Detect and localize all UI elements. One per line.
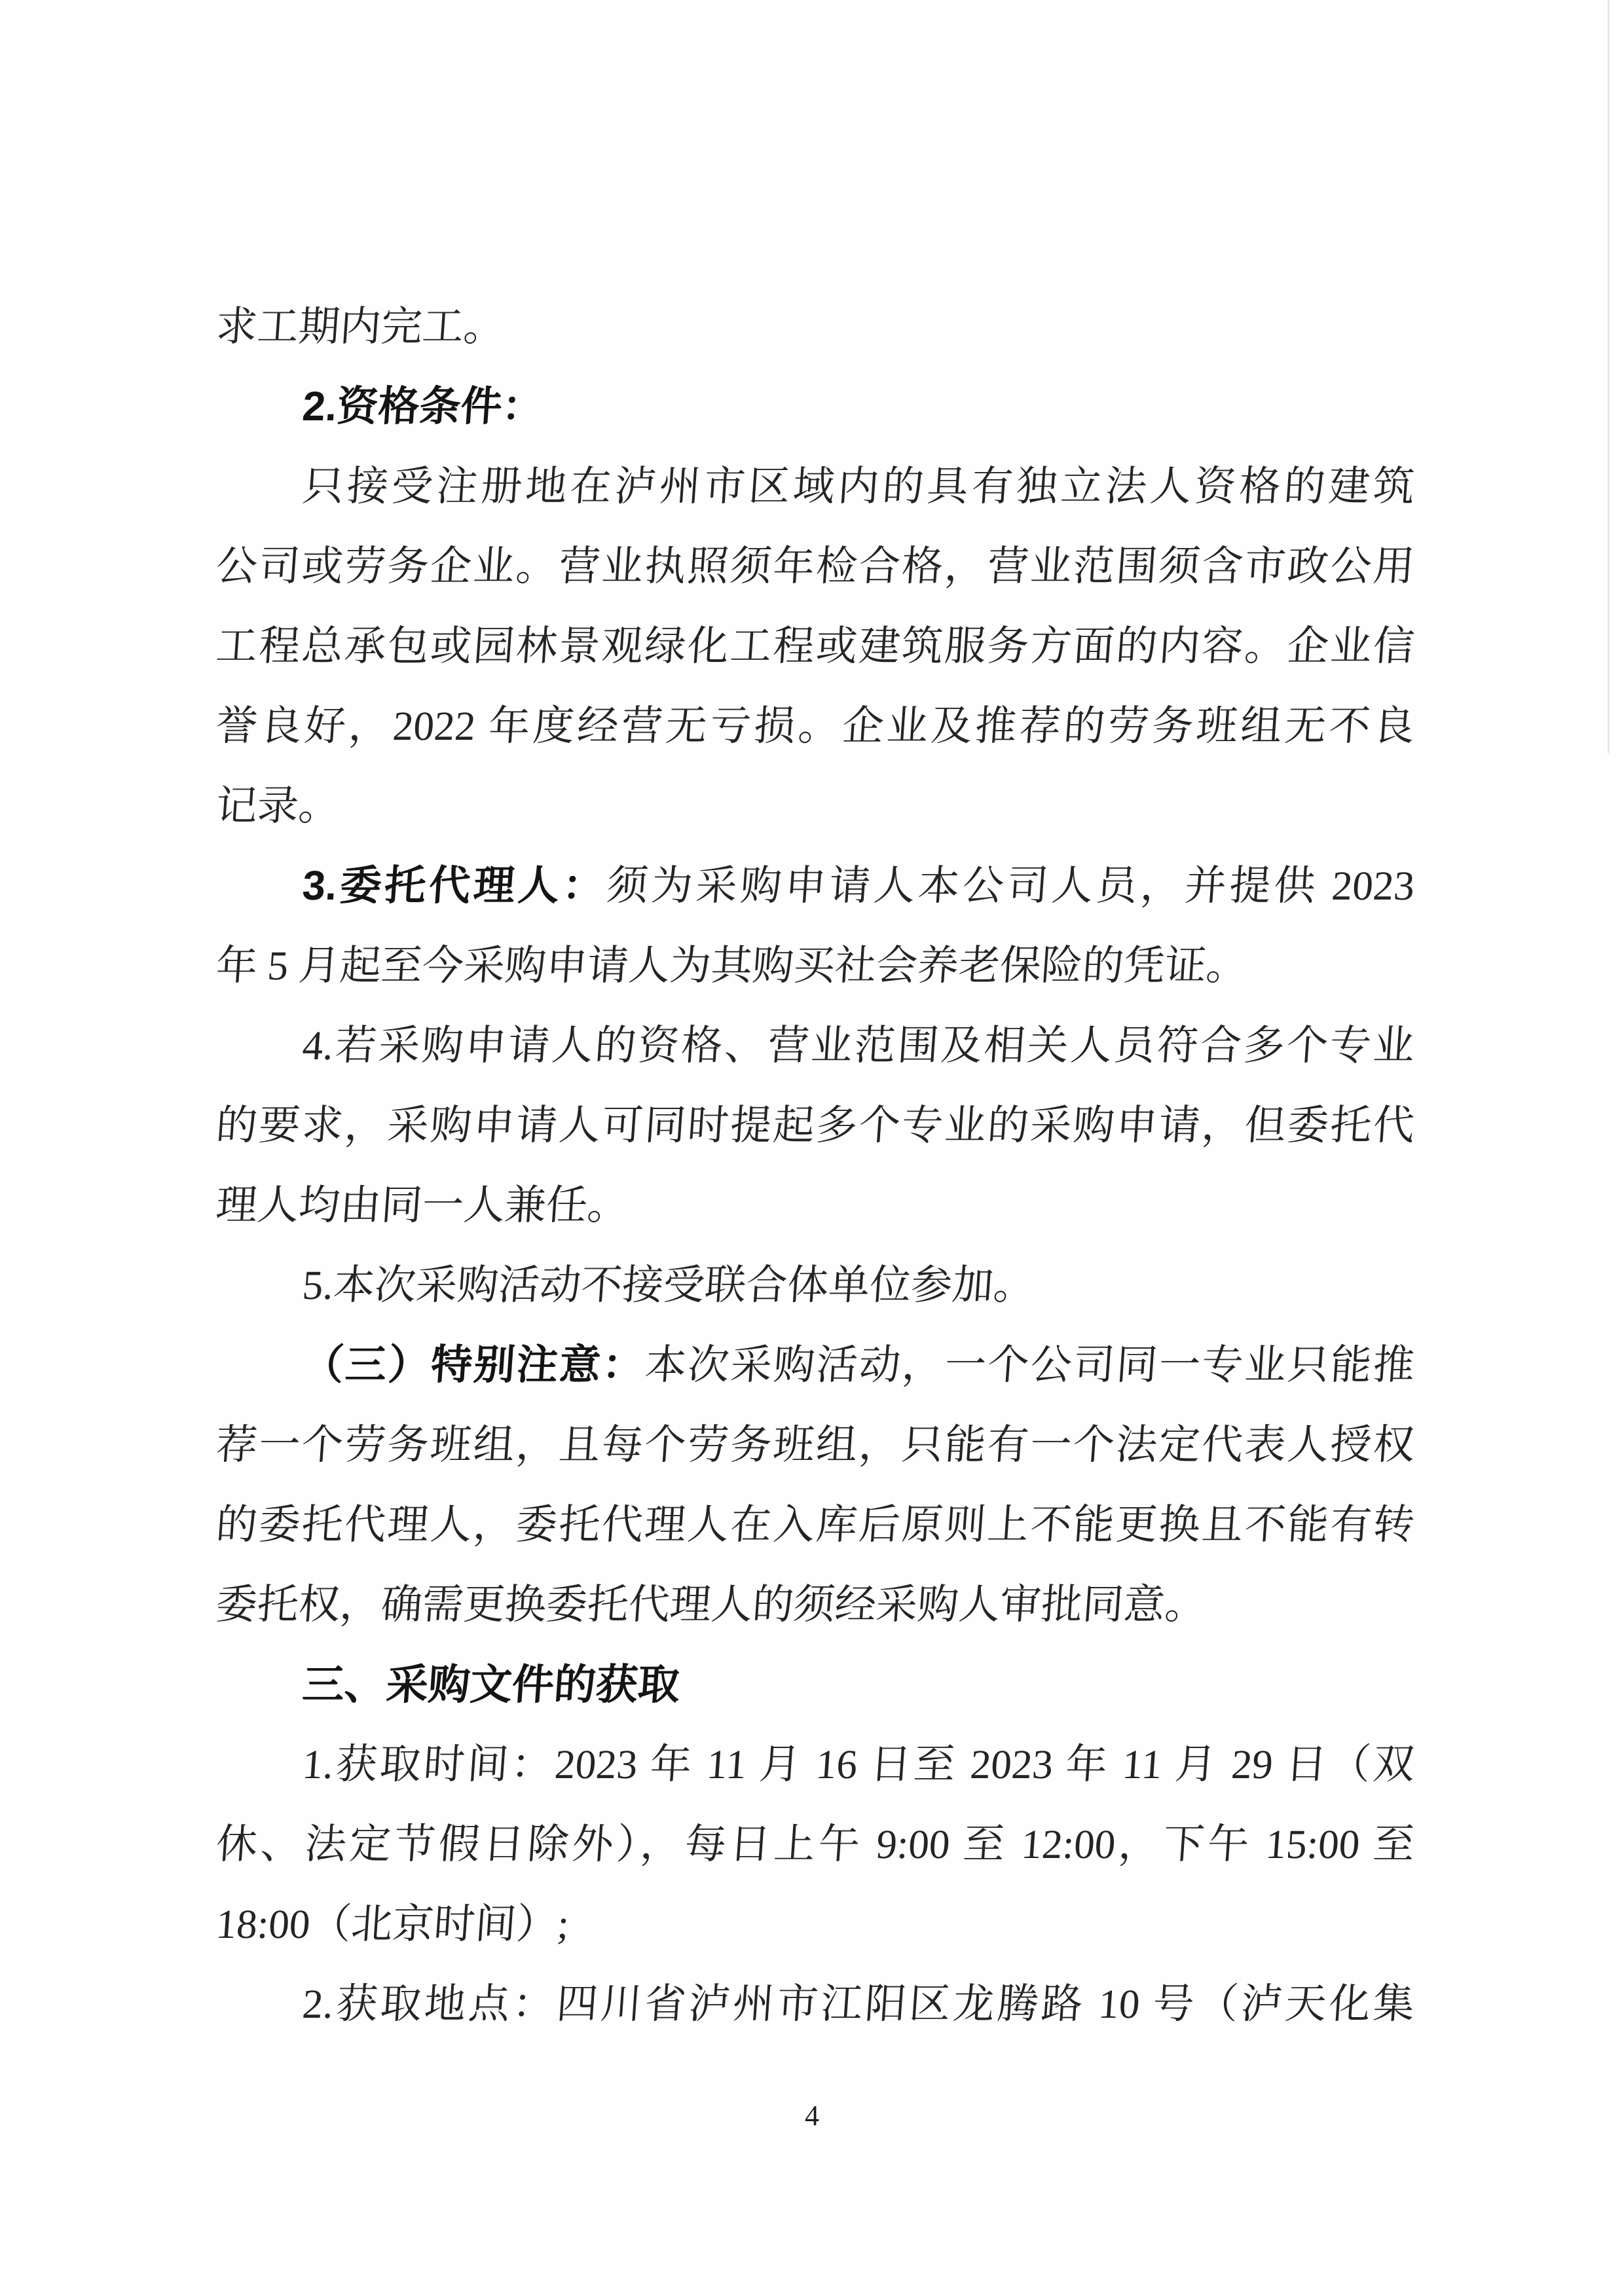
text-line [213,1085,1418,1165]
text-line [213,926,1418,1006]
body-text: 18:00（北京时间）; [214,1901,571,1947]
body-text: 5.本次采购活动不接受联合体单位参加。 [301,1262,1037,1308]
body-text: 的要求，采购申请人可同时提起多个专业的采购申请，但委托代 [214,1102,1416,1148]
text-line [213,686,1418,766]
body-text: 的委托代理人，委托代理人在入库后原则上不能更换且不能有转 [214,1502,1416,1548]
body-text: 记录。 [214,783,342,829]
text-line [213,1165,1418,1245]
body-text: 年 5 月起至今采购申请人为其购买社会养老保险的凭证。 [214,943,1249,989]
text-line [213,846,1418,926]
document-body [216,287,1414,2044]
text-line [213,1006,1418,1085]
bold-text: 三、采购文件的获取 [301,1661,682,1708]
body-text: 委托权，确需更换委托代理人的须经采购人审批同意。 [214,1582,1208,1628]
body-text: 只接受注册地在泸州市区域内的具有独立法人资格的建筑 [301,464,1416,509]
text-line [213,446,1418,526]
text-line [213,1405,1418,1485]
bold-text: 3.委托代理人： [301,863,609,909]
text-line [213,1565,1418,1645]
text-line [213,367,1418,446]
body-text: 工程总承包或园林景观绿化工程或建筑服务方面的内容。企业信 [214,623,1416,669]
body-text: 理人均由同一人兼任。 [214,1182,631,1228]
body-text: 休、法定节假日除外），每日上午 9:00 至 12:00，下午 15:00 至 [214,1821,1416,1867]
body-text: 誉良好，2022 年度经营无亏损。企业及推荐的劳务班组无不良 [214,703,1416,749]
bold-text: 2.资格条件： [301,384,545,429]
text-line [213,1884,1418,1964]
body-text: 公司或劳务企业。营业执照须年检合格，营业范围须含市政公用 [214,543,1416,589]
text-line [213,1485,1418,1565]
text-line [213,1245,1418,1325]
scan-artifact-line [1608,0,1610,753]
body-text: 2.获取地点：四川省泸州市江阳区龙腾路 10 号（泸天化集 [301,1981,1416,2027]
bold-text: （三）特别注意： [301,1342,647,1388]
text-line [213,766,1418,846]
page-number: 4 [805,2100,819,2132]
body-text: 荐一个劳务班组，且每个劳务班组，只能有一个法定代表人授权 [214,1422,1416,1468]
text-line [213,606,1418,686]
text-line [213,1804,1418,1884]
text-line [213,1325,1418,1405]
text-line [213,1724,1418,1804]
body-text: 求工期内完工。 [214,304,507,350]
text-line [213,287,1418,367]
body-text: 本次采购活动，一个公司同一专业只能推 [643,1342,1416,1388]
text-line [213,526,1418,606]
body-text: 1.获取时间：2023 年 11 月 16 日至 2023 年 11 月 29 日（双 [301,1741,1416,1787]
body-text: 须为采购申请人本公司人员，并提供 2023 [605,863,1416,909]
section-heading [213,1645,1418,1724]
text-line [213,1964,1418,2044]
body-text: 4.若采购申请人的资格、营业范围及相关人员符合多个专业 [301,1023,1416,1068]
